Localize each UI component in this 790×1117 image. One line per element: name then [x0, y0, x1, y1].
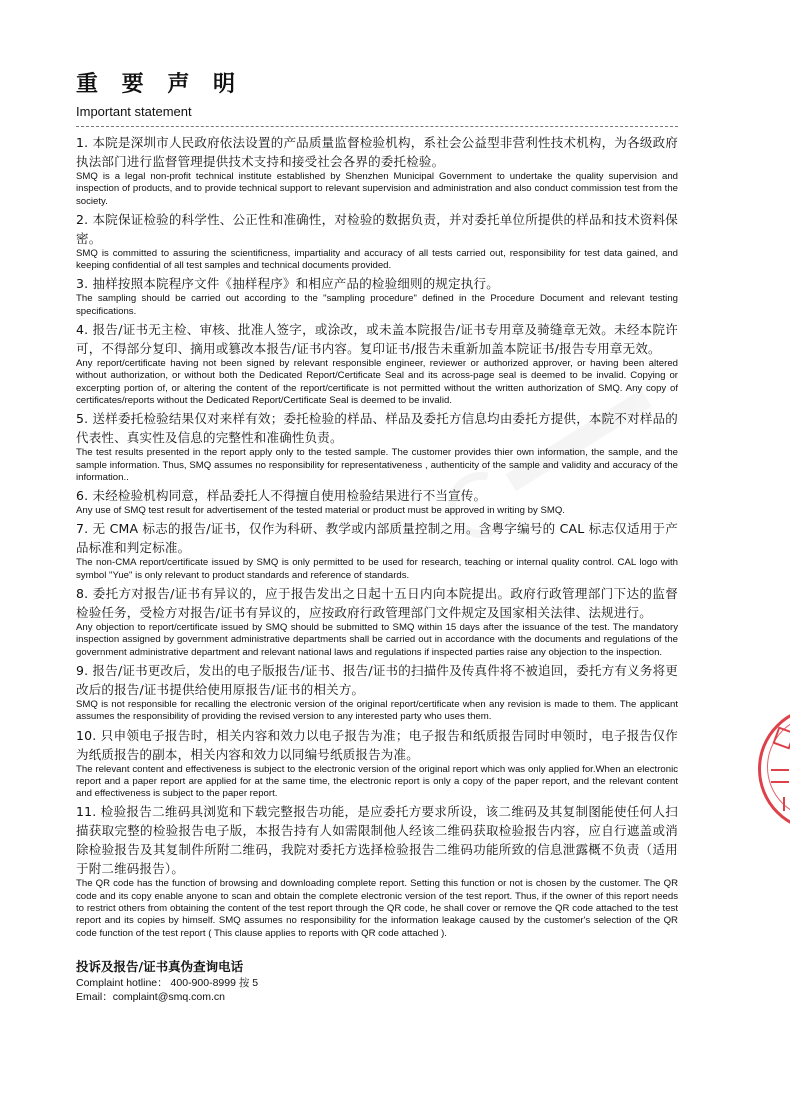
- red-round-seal-icon: [758, 706, 790, 832]
- statement-en: SMQ is not responsible for recalling the electronic version of the original report/certificate when any revision is made to them. The applicant assumes the responsibility of providing the revised version to any interested party who uses them.: [76, 698, 678, 723]
- statement-item-1: [76, 133, 678, 208]
- statement-item-6: [76, 486, 678, 517]
- statement-zh: 5. 送样委托检验结果仅对来样有效；委托检验的样品、样品及委托方信息均由委托方提供，本院不对样品的代表性、真实性及信息的完整性和准确性负责。: [76, 411, 678, 446]
- statement-item-7: [76, 519, 678, 582]
- statement-en: The non-CMA report/certificate issued by SMQ is only permitted to be used for research, teaching or internal quality control. CAL logo with symbol "Yue" is only relevant to product standards and reference of standards.: [76, 557, 678, 581]
- statement-en: The sampling should be carried out according to the "sampling procedure" defined in the Procedure Document and relevant testing specifications.: [76, 293, 678, 317]
- statement-en: SMQ is a legal non-profit technical institute established by Shenzhen Municipal Government to undertake the quality supervision and inspection of products, and to provide technical support to relevant supervision and administration and also conduct commission test from the society.: [76, 171, 678, 207]
- statement-item-2: [76, 210, 678, 273]
- statement-zh: 6. 未经检验机构同意，样品委托人不得擅自使用检验结果进行不当宣传。: [76, 488, 487, 504]
- statement-zh: 3. 抽样按照本院程序文件《抽样程序》和相应产品的检验细则的规定执行。: [76, 276, 499, 292]
- statement-en: Any report/certificate having not been signed by relevant responsible engineer, reviewer or authorized approver, or having been altered without authorization, or without both the Dedicated Report/Certificate Seal and its across-page seal is deemed to be invalid. Copying or excerpting portion of, or altering the content of the report/certificate is not permitted without the written authorization of SMQ. Any copy of certificates/reports without the Dedicated Report/Certificate Seal is deemed to be invalid.: [76, 358, 678, 406]
- complaint-hotline: Complaint hotline： 400-900-8999 按 5: [76, 976, 259, 989]
- statement-en: SMQ is committed to assuring the scientificness, impartiality and accuracy of all tests carried out, responsibility for test data gained, and keeping confidential of all test samples and technical documents provided.: [76, 247, 678, 272]
- statement-item-11: [76, 802, 678, 939]
- statement-en: The test results presented in the report apply only to the tested sample. The customer provides thier own information, the sample, and the sample information. Thus, SMQ assumes no responsibility for representativeness , authenticity of the sample and validity and accuracy of the information..: [76, 447, 678, 483]
- statement-zh: 1. 本院是深圳市人民政府依法设置的产品质量监督检验机构，系社会公益型非营利性技术机构，为各级政府执法部门进行监督管理提供技术支持和接受社会各界的委托检验。: [76, 135, 678, 169]
- statement-en: The QR code has the function of browsing and downloading complete report. Setting this function or not is chosen by the customer. The QR code and its copy enable anyone to scan and obtain the complete electronic version of the test report. Thus, if the owner of this report needs to restrict others from obtaining the content of the test report through the QR code, he shall cover or remove the QR code attached to the test report and its copies by himself. SMQ assumes no responsibility for the information leakage caused by the customer's selection of the QR code function of the test report ( This clause applies to reports with QR code attached ).: [76, 878, 678, 939]
- page-subtitle: Important statement: [76, 104, 192, 119]
- complaint-email: Email：complaint@smq.com.cn: [76, 990, 225, 1003]
- page-title: 重 要 声 明: [76, 72, 243, 97]
- statement-en: Any objection to report/certificate issued by SMQ should be submitted to SMQ within 15 days after the issuance of the test. The mandatory inspection assigned by government administrative departments shall be carried out in accordance with the documents and regulations of the government administrative department and relevant national laws and regulations if inspected parties raise any objection to the inspection.: [76, 622, 678, 658]
- statement-zh: 4. 报告/证书无主检、审核、批准人签字，或涂改，或未盖本院报告/证书专用章及骑缝章无效。未经本院许可，不得部分复印、摘用或篡改本报告/证书内容。复印证书/报告未重新加盖本院证书/报告专用章无效。: [76, 322, 678, 357]
- statement-en: The relevant content and effectiveness is subject to the electronic version of the original report which was only applied for.When an electronic report and a paper report are applied for at the same time, the electronic report is only a copy of the paper report, and the relevant content and effectiveness is subject to the paper report.: [76, 763, 678, 800]
- statement-item-10: [76, 726, 678, 801]
- statement-zh: 9. 报告/证书更改后，发出的电子版报告/证书、报告/证书的扫描件及传真件将不被追回，委托方有义务将更改后的报告/证书提供给使用原报告/证书的相关方。: [76, 662, 678, 697]
- divider: [76, 126, 678, 127]
- statement-zh: 2. 本院保证检验的科学性、公正性和准确性，对检验的数据负责，并对委托单位所提供的样品和技术资料保密。: [76, 211, 678, 246]
- statement-item-3: [76, 274, 678, 318]
- statement-zh: 11. 检验报告二维码具浏览和下载完整报告功能，是应委托方要求所设，该二维码及其复制图能使任何人扫描获取完整的检验报告电子版，本报告持有人如需限制他人经该二维码获取检验报告内容，应自行遮盖或消除检验报告及其复制件所附二维码，我院对委托方选择检验报告二维码功能所致的信息泄露概不负责（适用于附二维码报告）。: [76, 804, 678, 877]
- statement-page: [76, 70, 678, 1004]
- statement-item-8: [76, 584, 678, 659]
- statement-en: Any use of SMQ test result for advertisement of the tested material or product must be approved in writing by SMQ.: [76, 505, 565, 517]
- statement-item-4: [76, 320, 678, 407]
- statement-zh: 8. 委托方对报告/证书有异议的，应于报告发出之日起十五日内向本院提出。政府行政管理部门下达的监督检验任务，受检方对报告/证书有异议的，应按政府行政管理部门文件规定及国家相关法律、法规进行。: [76, 586, 678, 621]
- statement-item-9: [76, 661, 678, 724]
- statement-item-5: [76, 409, 678, 484]
- contact-title: 投诉及报告/证书真伪查询电话: [76, 958, 244, 974]
- statement-zh: 10. 只申领电子报告时，相关内容和效力以电子报告为准；电子报告和纸质报告同时申领时，电子报告仅作为纸质报告的副本，相关内容和效力以同编号纸质报告为准。: [76, 727, 678, 762]
- contact-section: [76, 958, 678, 1004]
- statement-zh: 7. 无 CMA 标志的报告/证书，仅作为科研、教学或内部质量控制之用。含粤字编号的 CAL 标志仅适用于产品标准和判定标准。: [76, 521, 678, 556]
